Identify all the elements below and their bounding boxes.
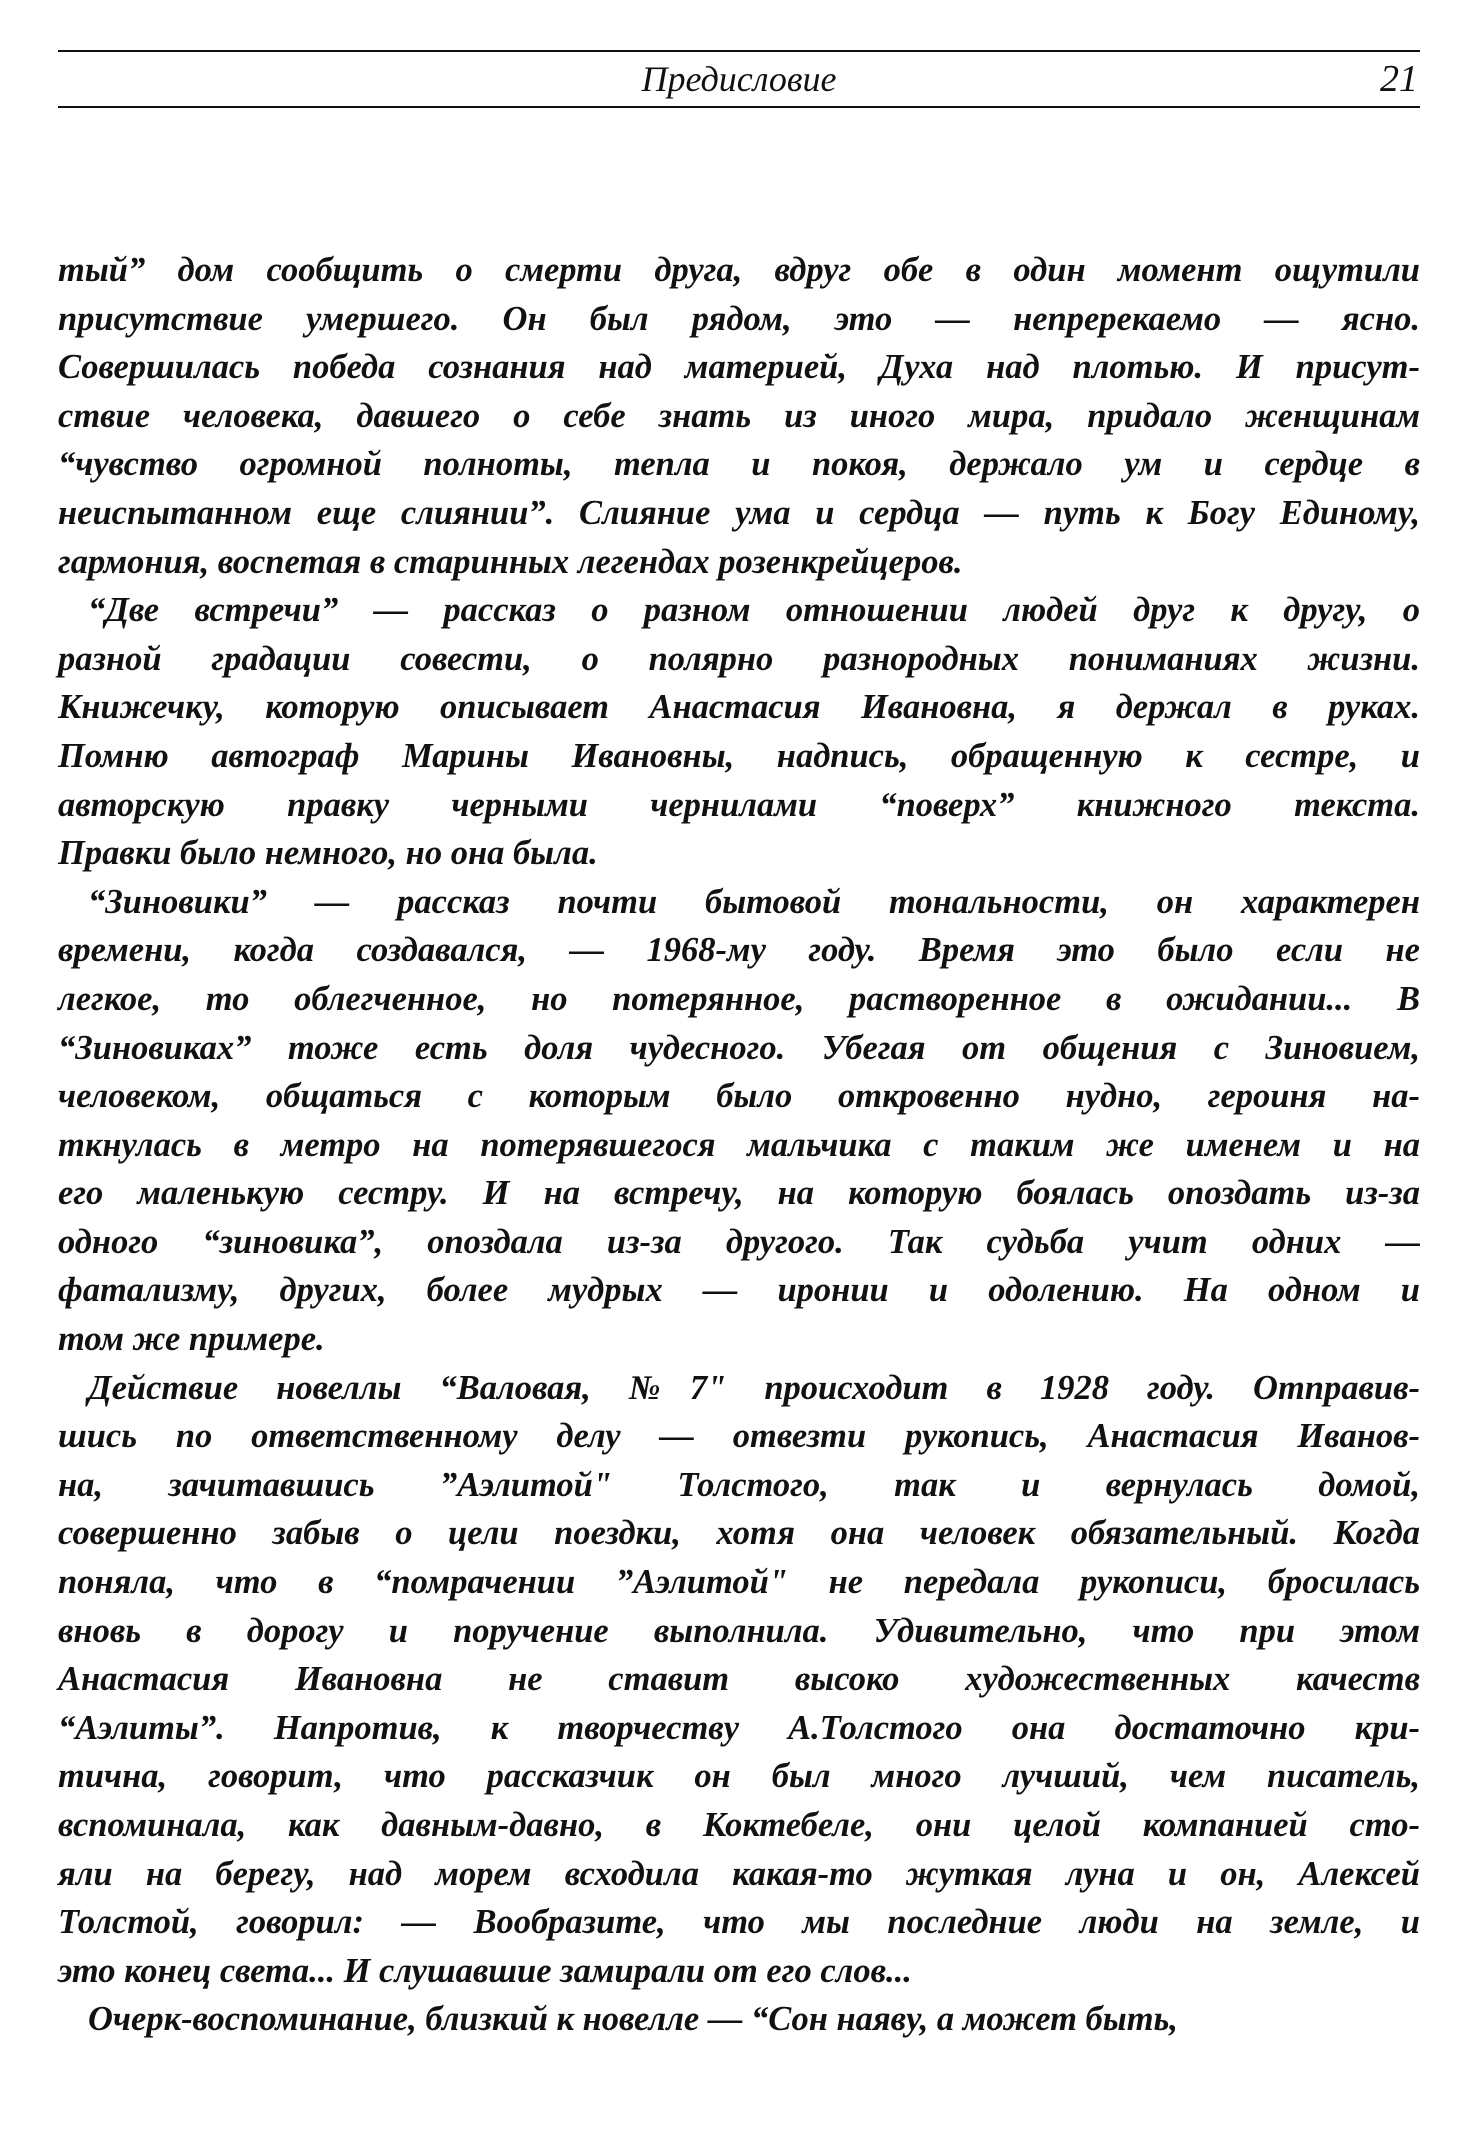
text-line: тый” дом сообщить о смерти друга, вдруг обе в один момент ощутили [58,251,1420,289]
text-line: присутствие умершего. Он был рядом, это — непререкаемо — ясно. [58,299,1420,338]
text-line: Анастасия Ивановна не ставит высоко художественных качеств [58,1660,1420,1699]
text-line: ствие человека, давшего о себе знать из иного мира, придало женщинам [58,396,1420,435]
text-line: Очерк-воспоминание, близкий к новелле — “Сон наяву, а может быть, [88,2000,1178,2039]
text-line: Правки было немного, но она была. [58,834,598,873]
text-line: “Две встречи” — рассказ о разном отношении людей друг к другу, о [88,591,1420,630]
text-line: “чувство огромной полноты, тепла и покоя, держало ум и сердце в [58,445,1420,484]
text-line: “Зиновиках” тоже есть доля чудесного. Убегая от общения с Зиновием, [58,1028,1420,1067]
paragraph [58,878,1420,1364]
text-line: шись по ответственному делу — отвезти рукопись, Анастасия Иванов- [58,1417,1420,1456]
paragraph [58,1364,1420,1996]
header-bottom-rule [58,106,1420,108]
text-line: Книжечку, которую описывает Анастасия Ивановна, я держал в руках. [58,688,1420,727]
text-line: легкое, то облегченное, но потерянное, растворенное в ожидании... В [58,979,1420,1018]
text-line: разной градации совести, о полярно разнородных пониманиях жизни. [58,639,1420,678]
text-line: неиспытанном еще слиянии”. Слияние ума и сердца — путь к Богу Единому, [58,493,1420,532]
text-line: его маленькую сестру. И на встречу, на которую боялась опоздать из-за [58,1174,1420,1213]
text-line: вспоминала, как давным-давно, в Коктебеле, они целой компанией сто- [58,1806,1420,1844]
text-line: Помню автограф Марины Ивановны, надпись, обращенную к сестре, и [58,736,1420,775]
text-line: Совершилась победа сознания над материей, Духа над плотью. И присут- [58,348,1420,387]
text-line: том же примере. [58,1320,325,1359]
text-line: гармония, воспетая в старинных легендах розенкрейцеров. [58,542,963,581]
text-line: тична, говорит, что рассказчик он был много лучший, чем писатель, [58,1757,1420,1796]
text-line: это конец света... И слушавшие замирали от его слов... [58,1951,912,1990]
text-line: совершенно забыв о цели поездки, хотя она человек обязательный. Когда [58,1514,1420,1553]
paragraph [58,586,1420,878]
text-line: на, зачитавшись ”Аэлитой" Толстого, так и вернулась домой, [58,1465,1420,1504]
text-line: авторскую правку черными чернилами “поверх” книжного текста. [58,785,1420,824]
running-header [58,52,1420,106]
text-line: времени, когда создавался, — 1968-му году. Время это было если не [58,931,1420,970]
book-page [58,50,1420,2130]
text-line: ткнулась в метро на потерявшегося мальчика с таким же именем и на [58,1125,1420,1164]
paragraph [58,1995,1420,2044]
text-line: вновь в дорогу и поручение выполнила. Удивительно, что при этом [58,1611,1420,1650]
text-line: яли на берегу, над морем всходила какая-то жуткая луна и он, Алексей [58,1854,1420,1893]
text-line: фатализму, других, более мудрых — иронии и одолению. На одном и [58,1271,1420,1310]
text-line: “Зиновики” — рассказ почти бытовой тональности, он характерен [88,882,1420,921]
text-line: поняла, что в “помрачении ”Аэлитой" не передала рукописи, бросилась [58,1563,1420,1602]
text-line: Толстой, говорил: — Вообразите, что мы последние люди на земле, и [58,1903,1420,1942]
text-line: одного “зиновика”, опоздала из-за другого. Так судьба учит одних — [58,1222,1420,1261]
text-line: человеком, общаться с которым было откровенно нудно, героиня на- [58,1077,1420,1116]
paragraph [58,246,1420,586]
page-number: 21 [1380,58,1418,100]
running-header-title: Предисловие [641,59,837,99]
text-line: “Аэлиты”. Напротив, к творчеству А.Толстого она достаточно кри- [58,1708,1420,1747]
body-text [58,246,1420,2044]
text-line: Действие новеллы “Валовая, №7" происходит в 1928 году. Отправив- [88,1368,1420,1407]
